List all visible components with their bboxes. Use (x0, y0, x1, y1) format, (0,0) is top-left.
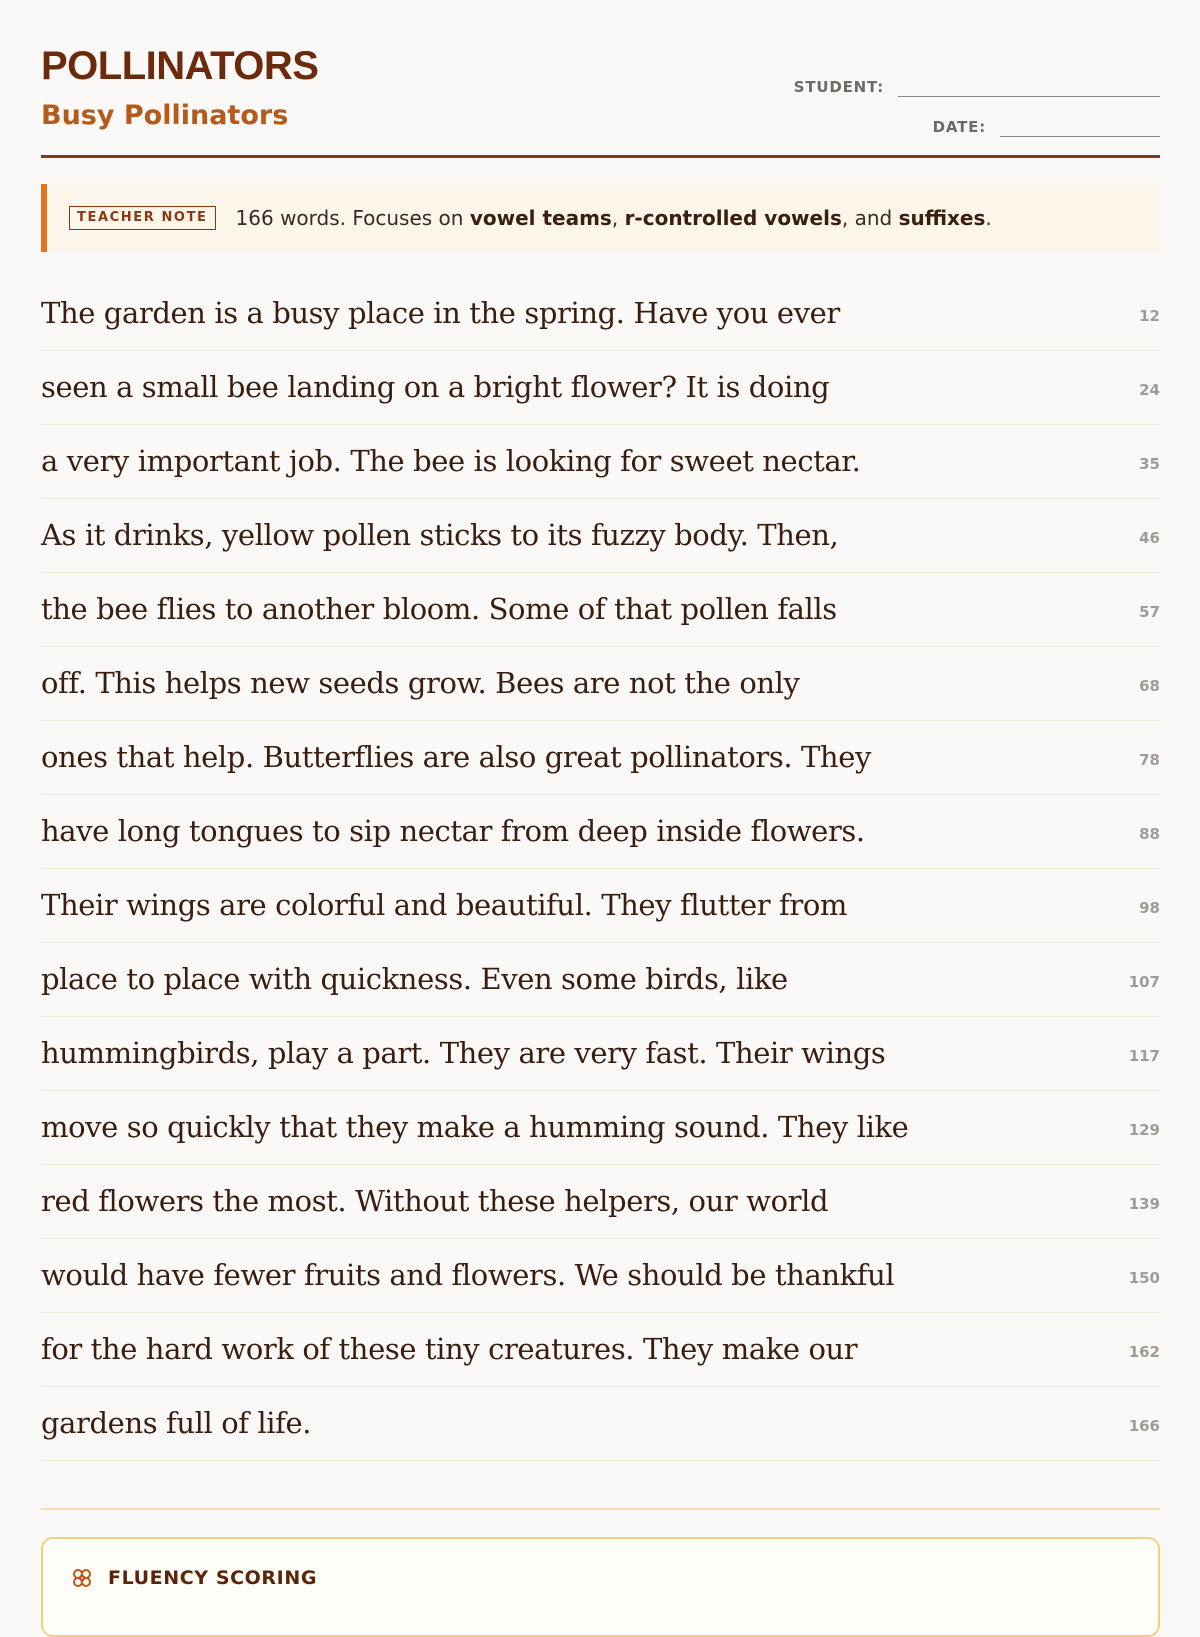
date-field-row (933, 108, 1160, 137)
page-subtitle: Busy Pollinators (41, 100, 289, 131)
note-separator-2: , and (841, 206, 899, 230)
passage-line-text: The garden is a busy place in the spring. Have you ever (41, 296, 840, 330)
cumulative-word-count: 35 (1139, 455, 1160, 473)
passage-line-text: red flowers the most. Without these helpers, our world (41, 1184, 829, 1218)
passage-line-text: have long tongues to sip nectar from deep inside flowers. (41, 814, 865, 848)
passage-line-text: As it drinks, yellow pollen sticks to its fuzzy body. Then, (41, 518, 839, 552)
passage-line-text: hummingbirds, play a part. They are very fast. Their wings (41, 1036, 886, 1070)
cumulative-word-count: 117 (1128, 1047, 1160, 1065)
worksheet-header (41, 0, 1160, 158)
passage-line (41, 1239, 1160, 1313)
passage-line (41, 1091, 1160, 1165)
passage-line (41, 721, 1160, 795)
passage-line-text: for the hard work of these tiny creatures. They make our (41, 1332, 858, 1366)
focus-suffixes: suffixes (898, 206, 986, 230)
cumulative-word-count: 166 (1128, 1417, 1160, 1435)
passage-line (41, 795, 1160, 869)
cumulative-word-count: 12 (1139, 307, 1160, 325)
passage-line (41, 869, 1160, 943)
passage-line-text: move so quickly that they make a humming sound. They like (41, 1110, 909, 1144)
note-separator-1: , (611, 206, 625, 230)
cumulative-word-count: 129 (1128, 1121, 1160, 1139)
passage-line-text: the bee flies to another bloom. Some of that pollen falls (41, 592, 837, 626)
passage-line-text: Their wings are colorful and beautiful. They flutter from (41, 888, 847, 922)
passage-line-text: a very important job. The bee is looking for sweet nectar. (41, 444, 861, 478)
teacher-note-text (236, 206, 992, 230)
passage-line-text: seen a small bee landing on a bright flower? It is doing (41, 370, 830, 404)
fluency-scoring-title: FLUENCY SCORING (108, 1567, 318, 1589)
cumulative-word-count: 88 (1139, 825, 1160, 843)
reading-passage (41, 277, 1160, 1461)
student-label: STUDENT: (793, 78, 884, 96)
fluency-scoring-panel (41, 1537, 1160, 1637)
cumulative-word-count: 57 (1139, 603, 1160, 621)
passage-line (41, 499, 1160, 573)
passage-line (41, 1387, 1160, 1461)
passage-line (41, 573, 1160, 647)
focus-r-controlled: r-controlled vowels (624, 206, 842, 230)
student-field-row (794, 68, 1160, 97)
note-suffix: . (985, 206, 992, 230)
cumulative-word-count: 46 (1139, 529, 1160, 547)
student-name-line[interactable] (898, 68, 1160, 97)
teacher-note (41, 184, 1160, 252)
cumulative-word-count: 98 (1139, 899, 1160, 917)
page-title: POLLINATORS (41, 44, 319, 88)
passage-line-text: gardens full of life. (41, 1406, 312, 1440)
teacher-note-badge: TEACHER NOTE (69, 206, 216, 230)
passage-line-text: place to place with quickness. Even some birds, like (41, 962, 788, 996)
passage-end-divider (41, 1508, 1160, 1510)
cumulative-word-count: 78 (1139, 751, 1160, 769)
note-prefix: 166 words. Focuses on (235, 206, 470, 230)
passage-line (41, 1165, 1160, 1239)
fluency-scoring-header (70, 1566, 317, 1590)
passage-line (41, 277, 1160, 351)
cumulative-word-count: 150 (1128, 1269, 1160, 1287)
cumulative-word-count: 139 (1128, 1195, 1160, 1213)
flower-icon (70, 1566, 94, 1590)
date-line[interactable] (1000, 108, 1160, 137)
passage-line-text: ones that help. Butterflies are also great pollinators. They (41, 740, 871, 774)
worksheet-page (41, 0, 1160, 1600)
passage-line (41, 647, 1160, 721)
focus-vowel-teams: vowel teams (469, 206, 612, 230)
passage-line (41, 1017, 1160, 1091)
cumulative-word-count: 68 (1139, 677, 1160, 695)
cumulative-word-count: 107 (1128, 973, 1160, 991)
passage-line (41, 1313, 1160, 1387)
passage-line (41, 351, 1160, 425)
cumulative-word-count: 24 (1139, 381, 1160, 399)
date-label: DATE: (932, 118, 986, 136)
passage-line (41, 425, 1160, 499)
passage-line-text: off. This helps new seeds grow. Bees are not the only (41, 666, 800, 700)
passage-line (41, 943, 1160, 1017)
cumulative-word-count: 162 (1128, 1343, 1160, 1361)
passage-line-text: would have fewer fruits and flowers. We should be thankful (41, 1258, 895, 1292)
